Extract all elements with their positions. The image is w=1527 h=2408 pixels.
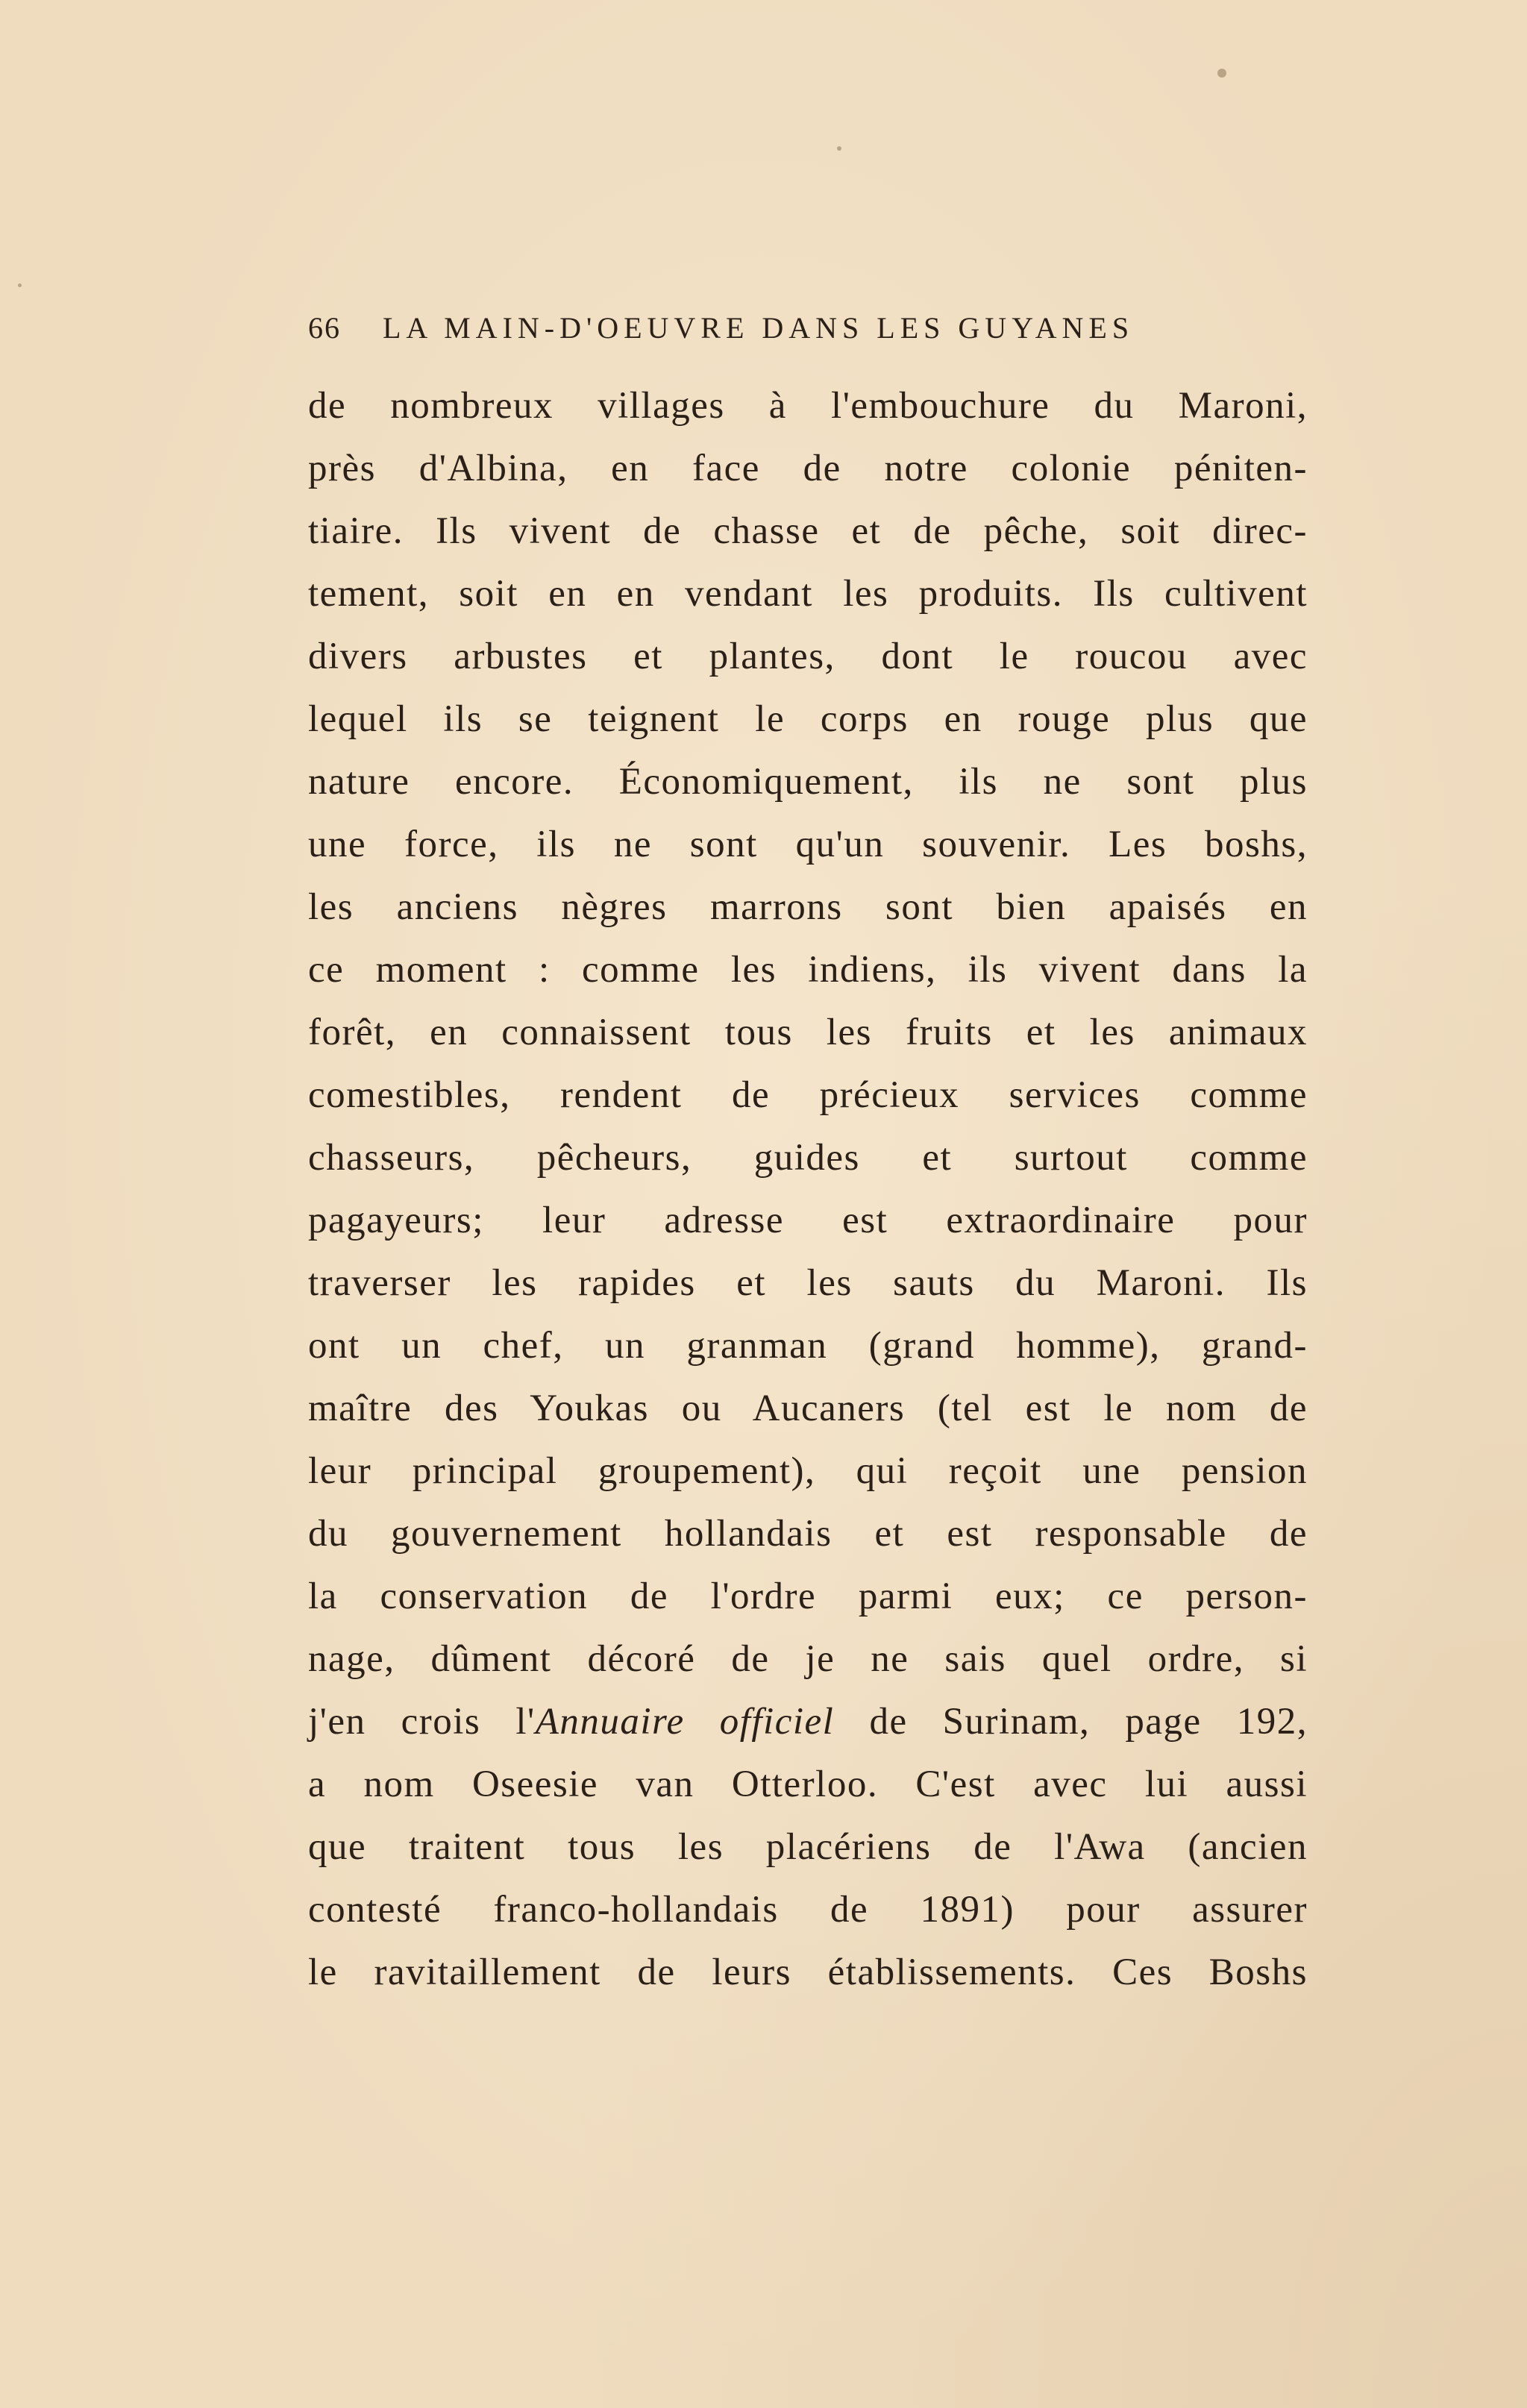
running-head-title: LA MAIN-D'OEUVRE DANS LES GUYANES	[383, 311, 1135, 345]
text-line: nature encore. Économiquement, ils ne sont plus	[308, 761, 1308, 803]
text-line: tiaire. Ils vivent de chasse et de pêche, soit direc-	[308, 510, 1308, 552]
running-head	[308, 306, 1308, 351]
text-line: divers arbustes et plantes, dont le roucou avec	[308, 636, 1308, 677]
text-line: pagayeurs; leur adresse est extraordinaire pour	[308, 1200, 1308, 1241]
text-line: ce moment : comme les indiens, ils vivent dans la	[308, 949, 1308, 991]
text-run: de Surinam, page 192,	[834, 1701, 1308, 1743]
paper-speck	[18, 283, 22, 287]
paper-speck	[1217, 69, 1226, 78]
text-line: que traitent tous les placériens de l'Awa (ancien	[308, 1826, 1308, 1868]
text-line: près d'Albina, en face de notre colonie péniten-	[308, 448, 1308, 489]
text-line: forêt, en connaissent tous les fruits et les animaux	[308, 1012, 1308, 1053]
body-text	[308, 374, 1308, 2004]
page-number: 66	[308, 311, 341, 345]
text-line: contesté franco-hollandais de 1891) pour assurer	[308, 1889, 1308, 1931]
text-line: la conservation de l'ordre parmi eux; ce person-	[308, 1575, 1308, 1617]
text-line: une force, ils ne sont qu'un souvenir. Les boshs,	[308, 824, 1308, 865]
text-line: de nombreux villages à l'embouchure du Maroni,	[308, 385, 1308, 427]
text-line: les anciens nègres marrons sont bien apaisés en	[308, 886, 1308, 928]
text-line: ont un chef, un granman (grand homme), grand-	[308, 1325, 1308, 1367]
text-line: tement, soit en en vendant les produits. Ils cultivent	[308, 573, 1308, 615]
text-line: maître des Youkas ou Aucaners (tel est le nom de	[308, 1388, 1308, 1429]
text-run: j'en crois l'	[308, 1701, 536, 1743]
text-line: traverser les rapides et les sauts du Maroni. Ils	[308, 1262, 1308, 1304]
text-line: nage, dûment décoré de je ne sais quel ordre, si	[308, 1638, 1308, 1680]
text-line: leur principal groupement), qui reçoit une pension	[308, 1450, 1308, 1492]
text-line: du gouvernement hollandais et est responsable de	[308, 1513, 1308, 1555]
italic-title: Annuaire officiel	[535, 1701, 835, 1743]
text-line: a nom Oseesie van Otterloo. C'est avec lui aussi	[308, 1763, 1308, 1805]
text-line-with-italic	[308, 1690, 1308, 1753]
paper-speck	[837, 146, 841, 151]
text-line: chasseurs, pêcheurs, guides et surtout comme	[308, 1137, 1308, 1179]
text-line: lequel ils se teignent le corps en rouge plus que	[308, 698, 1308, 740]
text-line: le ravitaillement de leurs établissements. Ces Boshs	[308, 1951, 1308, 1993]
text-line: comestibles, rendent de précieux services comme	[308, 1074, 1308, 1116]
